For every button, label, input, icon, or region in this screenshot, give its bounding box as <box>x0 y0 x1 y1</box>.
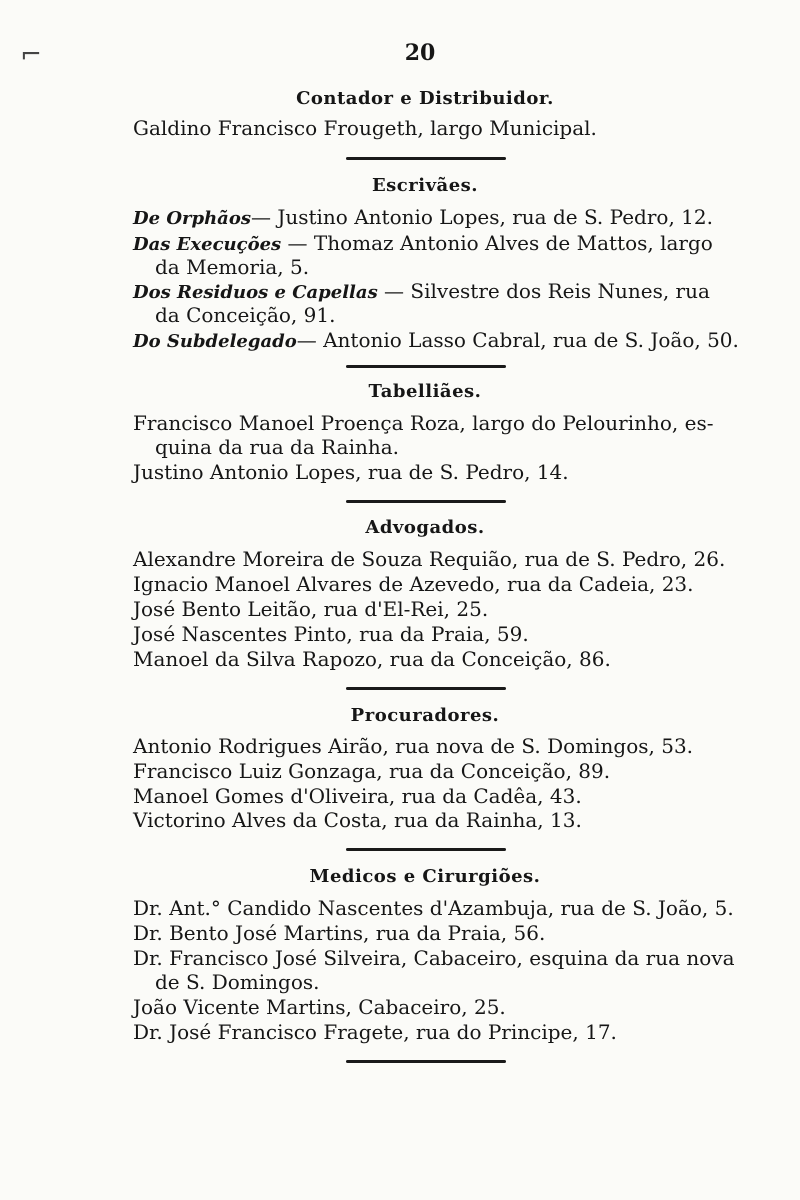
tabelliao-line: Justino Antonio Lopes, rua de S. Pedro, 14. <box>133 460 569 484</box>
tabelliao-line: quina da rua da Rainha. <box>155 435 400 459</box>
escrivao-continuation: da Memoria, 5. <box>155 255 310 279</box>
escrivao-text: — Thomaz Antonio Alves de Mattos, largo <box>281 231 713 255</box>
medico-line: Dr. Bento José Martins, rua da Praia, 56. <box>133 921 546 945</box>
procurador-line: Francisco Luiz Gonzaga, rua da Conceição, 89. <box>133 759 611 783</box>
section-divider <box>346 157 506 160</box>
escrivao-text: — Silvestre dos Reis Nunes, rua <box>377 279 710 303</box>
heading-tabelliaes: Tabelliães. <box>368 381 482 402</box>
escrivao-entry <box>133 281 733 302</box>
heading-contador: Contador e Distribuidor. <box>296 88 554 109</box>
escrivao-entry <box>133 328 739 352</box>
advogado-line: Ignacio Manoel Alvares de Azevedo, rua da Cadeia, 23. <box>133 572 694 596</box>
section-divider <box>346 1060 506 1063</box>
escrivao-label: Das Execuções <box>133 234 282 255</box>
escrivao-text: — Antonio Lasso Cabral, rua de S. João, 50. <box>296 328 739 352</box>
heading-procuradores: Procuradores. <box>350 705 500 726</box>
section-divider <box>346 500 506 503</box>
procurador-line: Victorino Alves da Costa, rua da Rainha, 13. <box>133 808 582 832</box>
heading-advogados: Advogados. <box>365 517 485 538</box>
advogado-line: Manoel da Silva Rapozo, rua da Conceição, 86. <box>133 647 611 671</box>
advogado-line: José Nascentes Pinto, rua da Praia, 59. <box>133 622 529 646</box>
escrivao-entry <box>133 233 733 254</box>
medico-line: Dr. Francisco José Silveira, Cabaceiro, esquina da rua nova <box>133 946 735 970</box>
escrivao-label: De Orphãos <box>133 208 251 229</box>
escrivao-continuation: da Conceição, 91. <box>155 303 336 327</box>
section-divider <box>346 687 506 690</box>
section-divider <box>346 848 506 851</box>
medico-line: João Vicente Martins, Cabaceiro, 25. <box>133 995 506 1019</box>
escrivao-text: — Justino Antonio Lopes, rua de S. Pedro, 12. <box>250 205 713 229</box>
section-divider <box>346 365 506 368</box>
escrivao-label: Dos Residuos e Capellas <box>133 282 378 303</box>
procurador-line: Antonio Rodrigues Airão, rua nova de S. Domingos, 53. <box>133 734 694 758</box>
contador-line: Galdino Francisco Frougeth, largo Municipal. <box>133 116 597 140</box>
tabelliao-line: Francisco Manoel Proença Roza, largo do Pelourinho, es- <box>133 411 714 435</box>
advogado-line: Alexandre Moreira de Souza Requião, rua de S. Pedro, 26. <box>133 547 726 571</box>
heading-medicos: Medicos e Cirurgiões. <box>309 866 541 887</box>
heading-escrivaes: Escrivães. <box>371 175 479 196</box>
margin-mark: ⌐ <box>20 40 42 70</box>
escrivao-entry <box>133 207 733 228</box>
escrivao-label: Do Subdelegado <box>133 331 297 352</box>
page-number: 20 <box>404 40 436 66</box>
medico-line: de S. Domingos. <box>155 970 320 994</box>
medico-line: Dr. Ant.° Candido Nascentes d'Azambuja, rua de S. João, 5. <box>133 896 734 920</box>
medico-line: Dr. José Francisco Fragete, rua do Principe, 17. <box>133 1020 617 1044</box>
procurador-line: Manoel Gomes d'Oliveira, rua da Cadêa, 43. <box>133 784 582 808</box>
advogado-line: José Bento Leitão, rua d'El-Rei, 25. <box>133 597 489 621</box>
